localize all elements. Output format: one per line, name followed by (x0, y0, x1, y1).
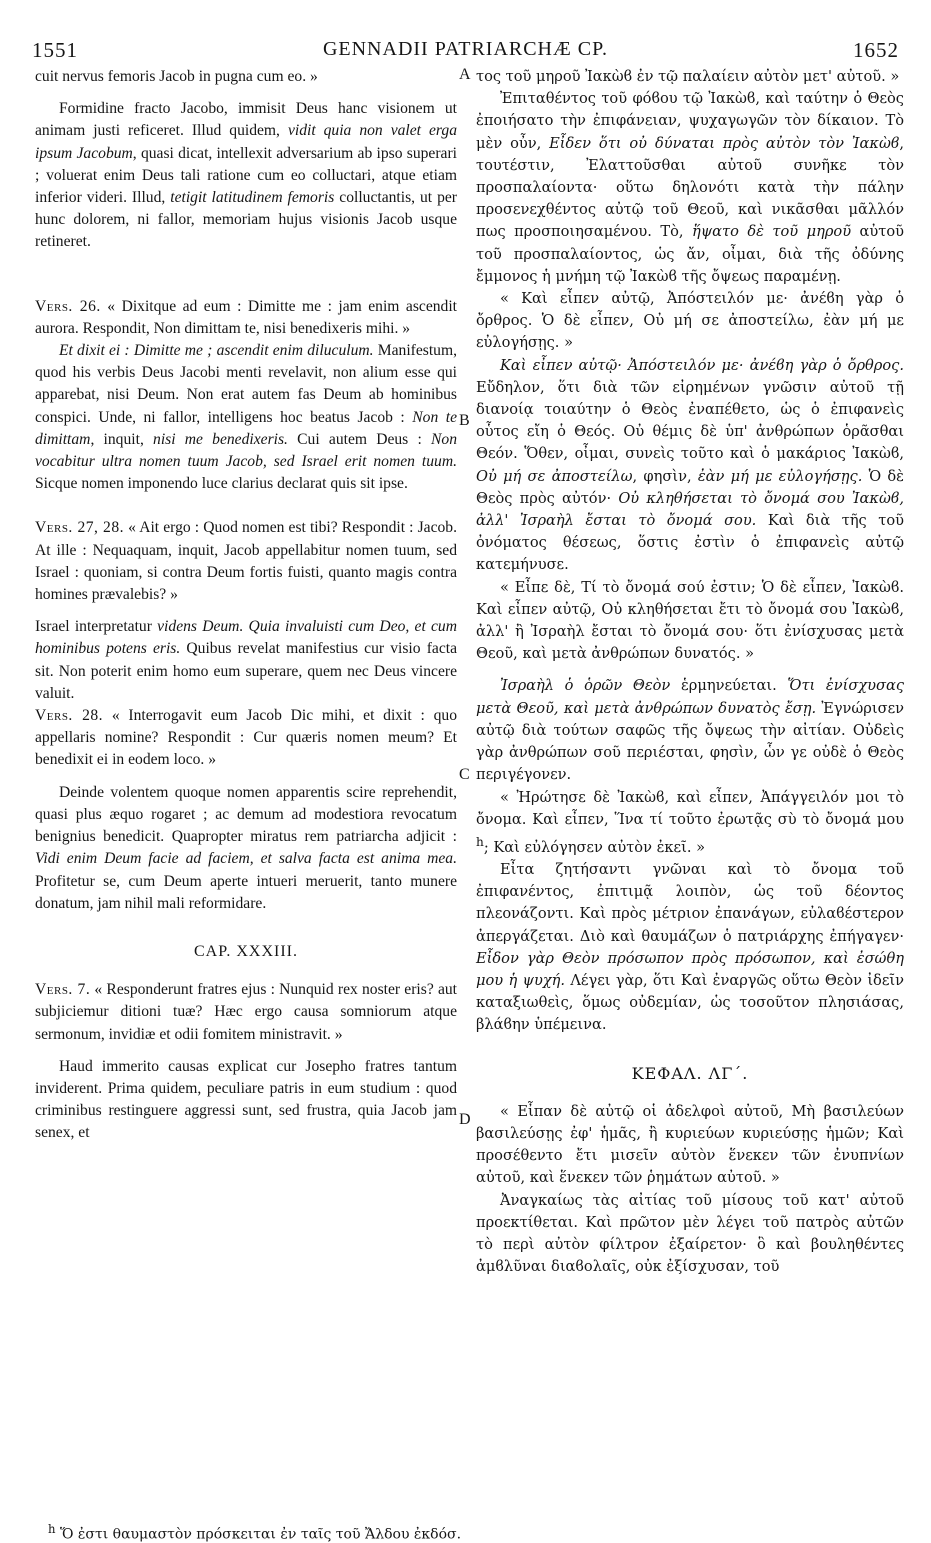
greek-paragraph: Ἀναγκαίως τὰς αἰτίας τοῦ μίσους τοῦ κατ' αὐτοῦ προεκτίθεται. Καὶ πρῶτον μὲν λέγει τοῦ πατρὸς αὐτῶν τὸ περὶ αὐτὸν φίλτρον ἐξαίρετον· ὃ καὶ βουληθέντες ἀμϐλῦναι διαϐολαῖς, οὐκ ἐξίσχυσαν, τοῦ (476, 1191, 904, 1276)
page-header (0, 0, 931, 62)
footnote-ref: h (476, 834, 484, 849)
chapter-heading-greek: ΚΕΦΑΛ. ΛΓ΄. (631, 1063, 749, 1083)
margin-letter-b: B (459, 412, 470, 429)
margin-letter-c: C (459, 766, 470, 783)
latin-paragraph: Formidine fracto Jacobo, immisit Deus hanc visionem ut animam justi reficeret. Illud quidem, vidit quia non valet erga ipsum Jacobum, quasi dicat, intellexit adversarium ab ipso superari ; voluerat enim Deus tali ratione cum eo colluctari, atque etiam inferior videri. Illud, tetigit latitudinem femoris colluctantis, ut per hunc dolorem, ni fallor, memoriam hujus visionis Jacob usque retineret. (35, 100, 457, 251)
page-number-left: 1551 (32, 38, 78, 62)
verse-lemma: Vers. 7. « Responderunt fratres ejus : Nunquid rex noster eris? aut subjiciemur ditioni tuæ? Hæc ergo causa somniorum atque sermonum, invidiæ et odii fomitem ministravit. » (35, 981, 457, 1043)
latin-paragraph: cuit nervus femoris Jacob in pugna cum eo. » (35, 68, 318, 85)
page-number-right: 1652 (853, 38, 899, 62)
greek-paragraph: Καὶ εἶπεν αὐτῷ· Ἀπόστειλόν με· ἀνέϐη γὰρ ὁ ὄρθρος. Εὔδηλον, ὅτι διὰ τῶν εἰρημένων γνῶσιν αὐτοῦ τῇ διανοίᾳ τοιαύτην ὁ Θεὸς ἐναπέθετο, ὡς ὁ ἐπιφανεὶς οὗτος εἴη ὁ Θεός. Οὐ θέμις δὲ ὑπ' ἀνθρώπων ὁρᾶσθαι Θεόν. Ὅθεν, οἶμαι, συνεὶς τοῦτο καὶ ὁ μακάριος Ἰακὼϐ, Οὐ μή σε ἀποστείλω, φησὶν, ἐὰν μή με εὐλογήσῃς. Ὁ δὲ Θεὸς πρὸς αὐτόν· Οὐ κληθήσεται τὸ ὄνομά σου Ἰακὼϐ, ἀλλ' Ἰσραὴλ ἔσται τὸ ὄνομά σου. Καὶ διὰ τῆς τοῦ ὀνόματος θέσεως, ὅστις ἐστὶν ὁ ἐπιφανεὶς αὐτῷ κατεμήνυσε. (476, 356, 905, 574)
margin-letter-a: A (459, 66, 471, 83)
verse-number: Vers. 26. (35, 297, 101, 315)
greek-column (476, 66, 904, 1278)
verse-lemma: Vers. 28. « Interrogavit eum Jacob Dic mihi, et dixit : quo appellaris nomine? Respondit : Cur quæris nomen meum? Et benedixit ei in eodem loco. » (35, 707, 457, 769)
latin-paragraph: Haud immerito causas explicat cur Josepho fratres tantum inviderent. Prima quidem, peculiare patris in eum studium : quod criminibus restinguere aggressi sunt, sed frustra, quia Jacob jam senex, et (35, 1057, 457, 1142)
verse-number: Vers. 27, 28. (35, 519, 125, 537)
footnote-mark: h (48, 1522, 56, 1536)
verse-number: Vers. 7. (35, 981, 91, 999)
verse-lemma: Vers. 27, 28. « Ait ergo : Quod nomen est tibi? Respondit : Jacob. At ille : Nequaquam, inquit, Jacob appellabitur nomen tuum, sed Israel : quoniam, si contra Deum fortis fuisti, quanto magis contra homines prævalebis? » (35, 519, 457, 604)
verse-lemma: Vers. 26. « Dixitque ad eum : Dimitte me : jam enim ascendit aurora. Respondit, Non dimittam te, nisi benedixeris mihi. » (35, 297, 457, 337)
latin-paragraph: Israel interpretatur videns Deum. Quia invaluisti cum Deo, et cum hominibus potens eris. Quibus revelat manifestius cur visio facta sit. Non poterit enim homo eum superare, quem nec Deus vincere valuit. (35, 618, 457, 702)
greek-lemma: « Καὶ εἶπεν αὐτῷ, Ἀπόστειλόν με· ἀνέϐη γὰρ ὁ ὄρθρος. Ὁ δὲ εἶπεν, Οὐ μή σε ἀποστείλω, ἐὰν μή με εὐλογήσῃς. » (476, 290, 904, 352)
greek-paragraph: Εἶτα ζητήσαντι γνῶναι καὶ τὸ ὄνομα τοῦ ἐπιφανέντος, ἐπιτιμᾷ λοιπὸν, ὡς τοῦ δέοντος πλεονάζοντι. Καὶ πρὸς μέτριον ἐπανάγων, εὐλαϐέστερον ἀπεργάζεται. Διὸ καὶ θαυμάζων ὁ πατριάρχης ἐπήγαγεν· Εἶδον γὰρ Θεὸν πρόσωπον πρὸς πρόσωπον, καὶ ἐσώθη μου ἡ ψυχή. Λέγει γὰρ, ὅτι Καὶ ἐναργῶς οὕτω Θεὸν ἰδεῖν καταξιωθεὶς, ὅμως οὐδεμίαν, ὡς τοσοῦτον πλησιάσας, βλάϐην ὑπέμεινα. (476, 860, 904, 1034)
greek-paragraph: Ἰσραὴλ ὁ ὁρῶν Θεὸν ἑρμηνεύεται. Ὅτι ἐνίσχυσας μετὰ Θεοῦ, καὶ μετὰ ἀνθρώπων δυνατὸς ἔσῃ. Ἐγνώρισεν αὐτῷ διὰ τούτων σαφῶς τῆς ὄψεως τὴν αἰτίαν. Οὐδεὶς γὰρ ἀνθρώπων σοῦ περιέσται, φησὶν, ὧν γε οὐδὲ ὁ Θεὸς περιγέγονεν. (476, 677, 905, 784)
verse-number: Vers. 28. (35, 707, 104, 725)
latin-column (35, 66, 457, 1145)
latin-paragraph: Et dixit ei : Dimitte me ; ascendit enim diluculum. Manifestum, quod his verbis Deus Jacobi menti revelavit, non alium esse qui apparebat, nisi Deum. Non erat autem fas Deum ab hominibus conspici. Unde, ni fallor, intelligens hoc beatus Jacob : Non te dimittam, inquit, nisi me benedixeris. Cui autem Deus : Non vocabitur ultra nomen tuum Jacob, sed Israel erit nomen tuum. Sicque nomen imponendo luce clarius declarat quis sit ipse. (35, 342, 458, 493)
latin-paragraph: Deinde volentem quoque nomen apparentis scire reprehendit, quasi plus æquo rogaret ; ac demum ad modestiora revocatum benignius benedicit. Quapropter miratus rem patriarcha adjicit : Vidi enim Deum facie ad faciem, et salva facta est anima mea. Profitetur se, cum Deum aperte intueri meruerit, tanto munere donatum, jam nihil mali reformidare. (35, 783, 457, 912)
greek-lemma: « Εἶπαν δὲ αὐτῷ οἱ ἀδελφοὶ αὐτοῦ, Μὴ βασιλεύων βασιλεύσῃς ἐφ' ἡμᾶς, ἢ κυριεύων κυριεύσῃς ἡμῶν; Καὶ προσέθεντο ἔτι μισεῖν αὐτὸν ἕνεκεν τῶν ἐνυπνίων αὐτοῦ, καὶ ἕνεκεν τῶν ῥημάτων αὐτοῦ. » (476, 1102, 904, 1187)
margin-letter-d: D (459, 1111, 471, 1128)
chapter-heading-latin: CAP. XXXIII. (194, 942, 298, 960)
running-title: GENNADII PATRIARCHÆ CP. (322, 38, 609, 60)
greek-paragraph: τος τοῦ μηροῦ Ἰακὼϐ ἐν τῷ παλαίειν αὐτὸν μετ' αὐτοῦ. » (476, 68, 900, 85)
greek-lemma: « Ἠρώτησε δὲ Ἰακὼϐ, καὶ εἶπεν, Ἀπάγγειλόν μοι τὸ ὄνομα. Καὶ εἶπεν, Ἵνα τί τοῦτο ἐρωτᾷς σὺ τὸ ὄνομά μου $^h$; Καὶ εὐλόγησεν αὐτὸν ἐκεῖ. » (476, 788, 904, 856)
greek-paragraph: Ἐπιταθέντος τοῦ φόϐου τῷ Ἰακὼϐ, καὶ ταύτην ὁ Θεὸς ἐποιήσατο τὴν ἐπιφάνειαν, ψυχαγωγῶν τὸν δίκαιον. Τὸ μὲν οὖν, Εἶδεν ὅτι οὐ δύναται πρὸς αὐτὸν τὸν Ἰακὼϐ, τουτέστιν, Ἐλαττοῦσθαι αὐτοῦ συνῆκε τὸν προσπαλαίοντα· οὕτω δηλονότι κατὰ τὴν πάλην προσενεχθέντος αὐτῷ τοῦ Θεοῦ, καὶ νικᾶσθαι μᾶλλόν πως προσποιησαμένου. Τὸ, ἥψατο δὲ τοῦ μηροῦ αὐτοῦ τοῦ προσπαλαίοντος, ὡς ἄν, οἶμαι, διὰ τῆς ὀδύνης ἔμμονος ἡ μνήμη τῷ Ἰακὼϐ τῆς ὄψεως παραμένῃ. (476, 90, 904, 285)
greek-lemma: « Εἶπε δὲ, Τί τὸ ὄνομά σού ἐστιν; Ὁ δὲ εἶπεν, Ἰακὼϐ. Καὶ εἶπεν αὐτῷ, Οὐ κληθήσεται ἔτι τὸ ὄνομά σου Ἰακὼϐ, ἀλλ' ἢ Ἰσραὴλ ἔσται τὸ ὄνομά σου· ὅτι ἐνίσχυσας μετὰ Θεοῦ, καὶ μετὰ ἀνθρώπων δυνατός. » (476, 578, 904, 663)
footnote-text: Ὅ ἐστι θαυμαστὸν πρόσκειται ἐν ταῖς τοῦ Ἄλδου ἐκδόσ. (55, 1526, 462, 1543)
